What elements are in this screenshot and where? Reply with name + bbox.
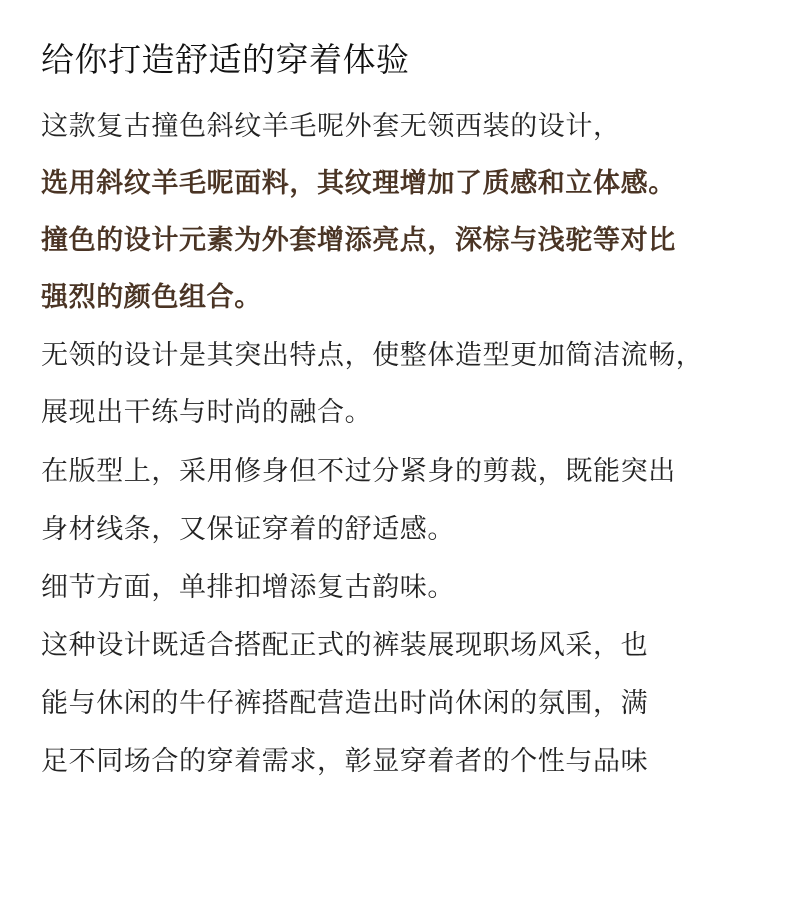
description-line-2: 选用斜纹羊毛呢面料，其纹理增加了质感和立体感。 [41,168,676,199]
description-line-4: 强烈的颜色组合。 [41,282,262,313]
description-line-11: 能与休闲的牛仔裤搭配营造出时尚休闲的氛围，满 [41,688,649,719]
description-line-10: 这种设计既适合搭配正式的裤装展现职场风采，也 [41,630,649,661]
description-line-1: 这款复古撞色斜纹羊毛呢外套无领西装的设计， [41,111,621,142]
page-title: 给你打造舒适的穿着体验 [41,40,410,79]
description-line-7: 在版型上，采用修身但不过分紧身的剪裁，既能突出 [41,456,676,487]
description-line-6: 展现出干练与时尚的融合。 [41,397,373,428]
description-line-3: 撞色的设计元素为外套增添亮点，深棕与浅驼等对比 [41,225,676,256]
description-line-8: 身材线条，又保证穿着的舒适感。 [41,514,455,545]
description-line-9: 细节方面，单排扣增添复古韵味。 [41,572,455,603]
description-line-5: 无领的设计是其突出特点，使整体造型更加简洁流畅， [41,340,704,371]
description-line-12: 足不同场合的穿着需求，彰显穿着者的个性与品味 [41,746,649,777]
